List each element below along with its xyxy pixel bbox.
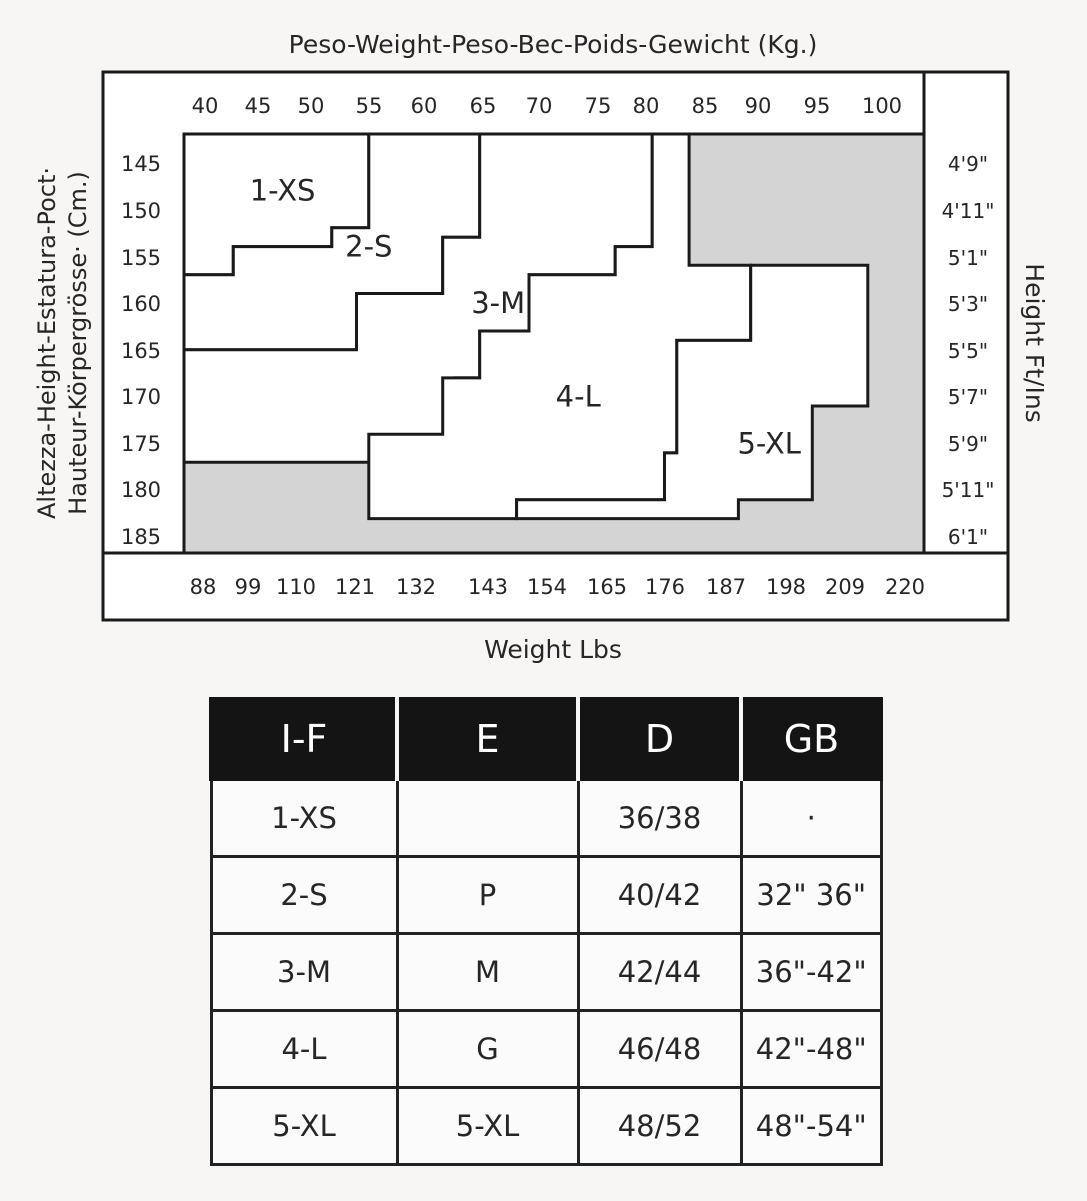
table-cell: 42/44 bbox=[578, 934, 741, 1011]
x-kg-tick-label: 65 bbox=[469, 94, 497, 118]
table-cell: 5-XL bbox=[211, 1088, 397, 1165]
table-cell: 3-M bbox=[211, 934, 397, 1011]
x-lbs-tick-label: 176 bbox=[644, 575, 686, 599]
x-lbs-tick-label: 187 bbox=[705, 575, 747, 599]
x-kg-tick-label: 50 bbox=[297, 94, 325, 118]
x-axis-bottom-label: Weight Lbs bbox=[484, 635, 622, 664]
table-row bbox=[211, 934, 882, 1011]
x-kg-tick-label: 90 bbox=[744, 94, 772, 118]
y-cm-tick-label: 145 bbox=[120, 152, 162, 176]
y-ft-tick-label: 5'3" bbox=[947, 292, 989, 316]
table-cell: 2-S bbox=[211, 857, 397, 934]
y-ft-tick-label: 5'9" bbox=[947, 432, 989, 456]
x-kg-tick-label: 100 bbox=[861, 94, 903, 118]
table-cell: 1-XS bbox=[211, 780, 397, 857]
x-lbs-tick-label: 165 bbox=[586, 575, 628, 599]
table-cell: 36"-42" bbox=[741, 934, 882, 1011]
table-cell: M bbox=[397, 934, 578, 1011]
table-cell bbox=[397, 780, 578, 857]
y-cm-tick-label: 180 bbox=[120, 478, 162, 502]
x-kg-tick-label: 55 bbox=[355, 94, 383, 118]
table-row bbox=[211, 780, 882, 857]
header-cell: D bbox=[578, 699, 741, 780]
table-cell: 32" 36" bbox=[741, 857, 882, 934]
x-kg-tick-label: 95 bbox=[803, 94, 831, 118]
y-axis-left-label-line2: Hauteur-Körpergrösse· (Cm.) bbox=[64, 171, 92, 515]
x-lbs-tick-label: 154 bbox=[526, 575, 568, 599]
size-conversion-table bbox=[209, 697, 883, 1166]
x-lbs-tick-label: 220 bbox=[884, 575, 926, 599]
table-cell: 5-XL bbox=[397, 1088, 578, 1165]
y-axis-left-label-line1: Altezza-Height-Estatura-Poct· bbox=[33, 167, 61, 519]
size-region-label: 5-XL bbox=[737, 426, 801, 461]
y-ft-tick-label: 5'7" bbox=[947, 385, 989, 409]
chart-title: Peso-Weight-Peso-Bec-Poids-Gewicht (Kg.) bbox=[288, 30, 818, 59]
header-cell: I-F bbox=[211, 699, 397, 780]
x-lbs-tick-label: 143 bbox=[467, 575, 509, 599]
y-axis-right-label: Height Ft/Ins bbox=[1020, 263, 1049, 423]
table-row bbox=[211, 1088, 882, 1165]
size-region-label: 2-S bbox=[345, 229, 393, 264]
header-cell: E bbox=[397, 699, 578, 780]
table-cell: 36/38 bbox=[578, 780, 741, 857]
x-kg-tick-label: 45 bbox=[244, 94, 272, 118]
table-cell: 4-L bbox=[211, 1011, 397, 1088]
x-kg-tick-label: 75 bbox=[584, 94, 612, 118]
table-cell: 48/52 bbox=[578, 1088, 741, 1165]
y-ft-tick-label: 5'11" bbox=[941, 478, 995, 502]
table-cell: P bbox=[397, 857, 578, 934]
y-ft-tick-label: 6'1" bbox=[947, 525, 989, 549]
x-lbs-tick-label: 198 bbox=[765, 575, 807, 599]
x-kg-tick-label: 40 bbox=[191, 94, 219, 118]
table-row bbox=[211, 857, 882, 934]
x-kg-tick-label: 80 bbox=[632, 94, 660, 118]
x-kg-tick-label: 85 bbox=[691, 94, 719, 118]
header-cell: GB bbox=[741, 699, 882, 780]
x-kg-tick-label: 60 bbox=[410, 94, 438, 118]
table-row bbox=[211, 1011, 882, 1088]
x-lbs-tick-label: 99 bbox=[234, 575, 262, 599]
y-ft-tick-label: 5'1" bbox=[947, 246, 989, 270]
table-cell: 46/48 bbox=[578, 1011, 741, 1088]
y-cm-tick-label: 165 bbox=[120, 339, 162, 363]
size-region-label: 4-L bbox=[555, 379, 601, 414]
x-lbs-tick-label: 121 bbox=[334, 575, 376, 599]
table-cell: 42"-48" bbox=[741, 1011, 882, 1088]
y-cm-tick-label: 170 bbox=[120, 385, 162, 409]
y-cm-tick-label: 155 bbox=[120, 246, 162, 270]
x-lbs-tick-label: 132 bbox=[395, 575, 437, 599]
y-cm-tick-label: 150 bbox=[120, 199, 162, 223]
x-lbs-tick-label: 110 bbox=[275, 575, 317, 599]
table-cell: 48"-54" bbox=[741, 1088, 882, 1165]
x-lbs-tick-label: 88 bbox=[189, 575, 217, 599]
table-cell: · bbox=[741, 780, 882, 857]
y-cm-tick-label: 175 bbox=[120, 432, 162, 456]
table-header-row bbox=[211, 699, 882, 780]
y-ft-tick-label: 5'5" bbox=[947, 339, 989, 363]
y-ft-tick-label: 4'11" bbox=[941, 199, 995, 223]
x-kg-tick-label: 70 bbox=[525, 94, 553, 118]
y-cm-tick-label: 160 bbox=[120, 292, 162, 316]
y-cm-tick-label: 185 bbox=[120, 525, 162, 549]
size-region-label: 3-M bbox=[471, 285, 526, 320]
table-cell: 40/42 bbox=[578, 857, 741, 934]
table-cell: G bbox=[397, 1011, 578, 1088]
y-ft-tick-label: 4'9" bbox=[947, 152, 989, 176]
size-region-label: 1-XS bbox=[249, 173, 316, 208]
x-lbs-tick-label: 209 bbox=[824, 575, 866, 599]
